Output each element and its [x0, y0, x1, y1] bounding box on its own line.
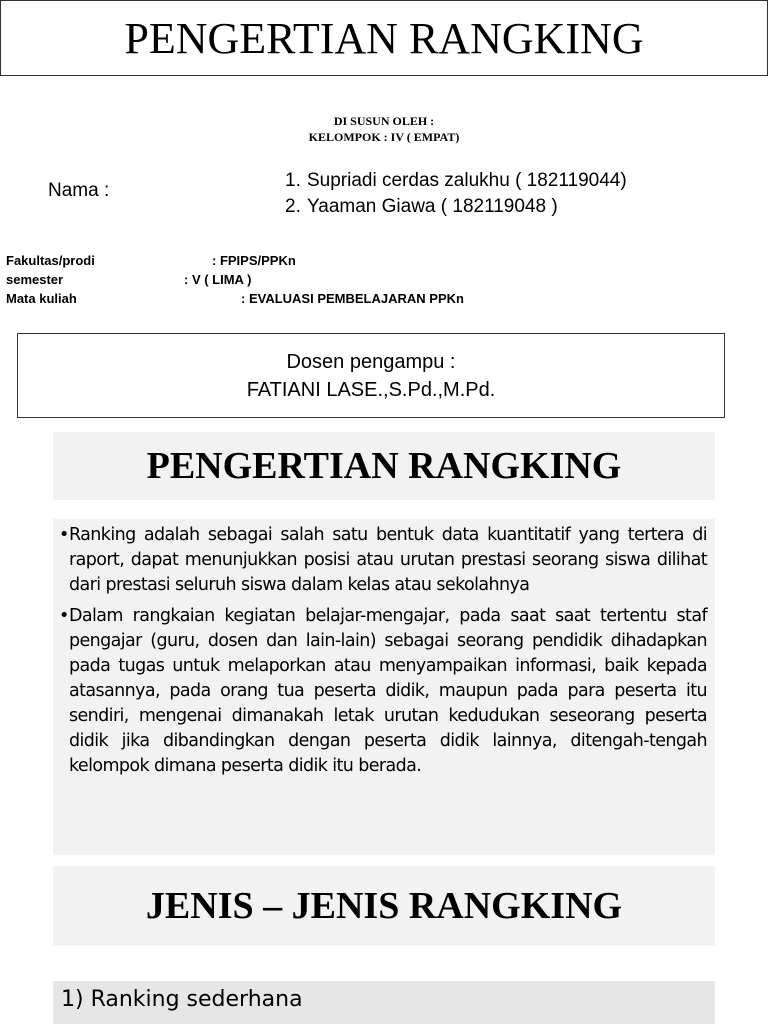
member-number: 1. — [285, 170, 301, 191]
pengertian-content — [53, 519, 715, 855]
subheading-ranking-sederhana: 1) Ranking sederhana — [53, 981, 715, 1024]
bullet-glyph: • — [59, 525, 69, 545]
bullet-item — [59, 523, 707, 598]
byline-group: KELOMPOK : IV ( EMPAT) — [308, 130, 460, 144]
semester-label: semester — [6, 272, 64, 287]
byline-author: DI SUSUN OLEH : — [333, 114, 435, 128]
semester-value: : V ( LIMA ) — [184, 272, 252, 287]
dosen-name: FATIANI LASE.,S.Pd.,M.Pd. — [246, 379, 496, 401]
bullet-item — [59, 604, 707, 779]
bullet-text: Dalam rangkaian kegiatan belajar-mengajar, pada saat saat tertentu staf pengajar (guru, dosen dan lain-lain) sebagai seorang pendidik dihadapkan pada tugas untuk melaporkan atau menyampaikan informasi, baik kepada atasannya, pada orang tua peserta didik, maupun pada para peserta itu sendiri, mengenai dimanakah letak urutan kedudukan seseorang peserta didik jika dibandingkan dengan peserta didik lainnya, ditengah-tengah kelompok dimana peserta didik itu berada. — [69, 606, 707, 776]
member-list — [285, 168, 627, 220]
fakultas-label: Fakultas/prodi — [6, 253, 95, 268]
section-heading-jenis: JENIS – JENIS RANGKING — [53, 866, 715, 946]
member-item — [285, 194, 627, 220]
member-name: Yaaman Giawa ( 182119048 ) — [307, 196, 558, 217]
member-name: Supriadi cerdas zalukhu ( 182119044) — [307, 170, 627, 191]
section-heading-pengertian: PENGERTIAN RANGKING — [53, 432, 715, 500]
member-number: 2. — [285, 196, 301, 217]
matakuliah-label: Mata kuliah — [6, 291, 77, 306]
matakuliah-value: : EVALUASI PEMBELAJARAN PPKn — [241, 291, 464, 306]
dosen-label: Dosen pengampu : — [286, 351, 456, 373]
bullet-glyph: • — [59, 606, 69, 626]
fakultas-value: : FPIPS/PPKn — [212, 253, 296, 268]
document-title: PENGERTIAN RANGKING — [0, 0, 768, 76]
nama-label: Nama : — [48, 180, 110, 201]
bullet-text: Ranking adalah sebagai salah satu bentuk data kuantitatif yang tertera di raport, dapat menunjukkan posisi atau urutan prestasi seorang siswa dilihat dari prestasi seluruh siswa dalam kelas atau sekolahnya — [69, 525, 707, 595]
member-item — [285, 168, 627, 194]
dosen-box — [17, 333, 725, 418]
